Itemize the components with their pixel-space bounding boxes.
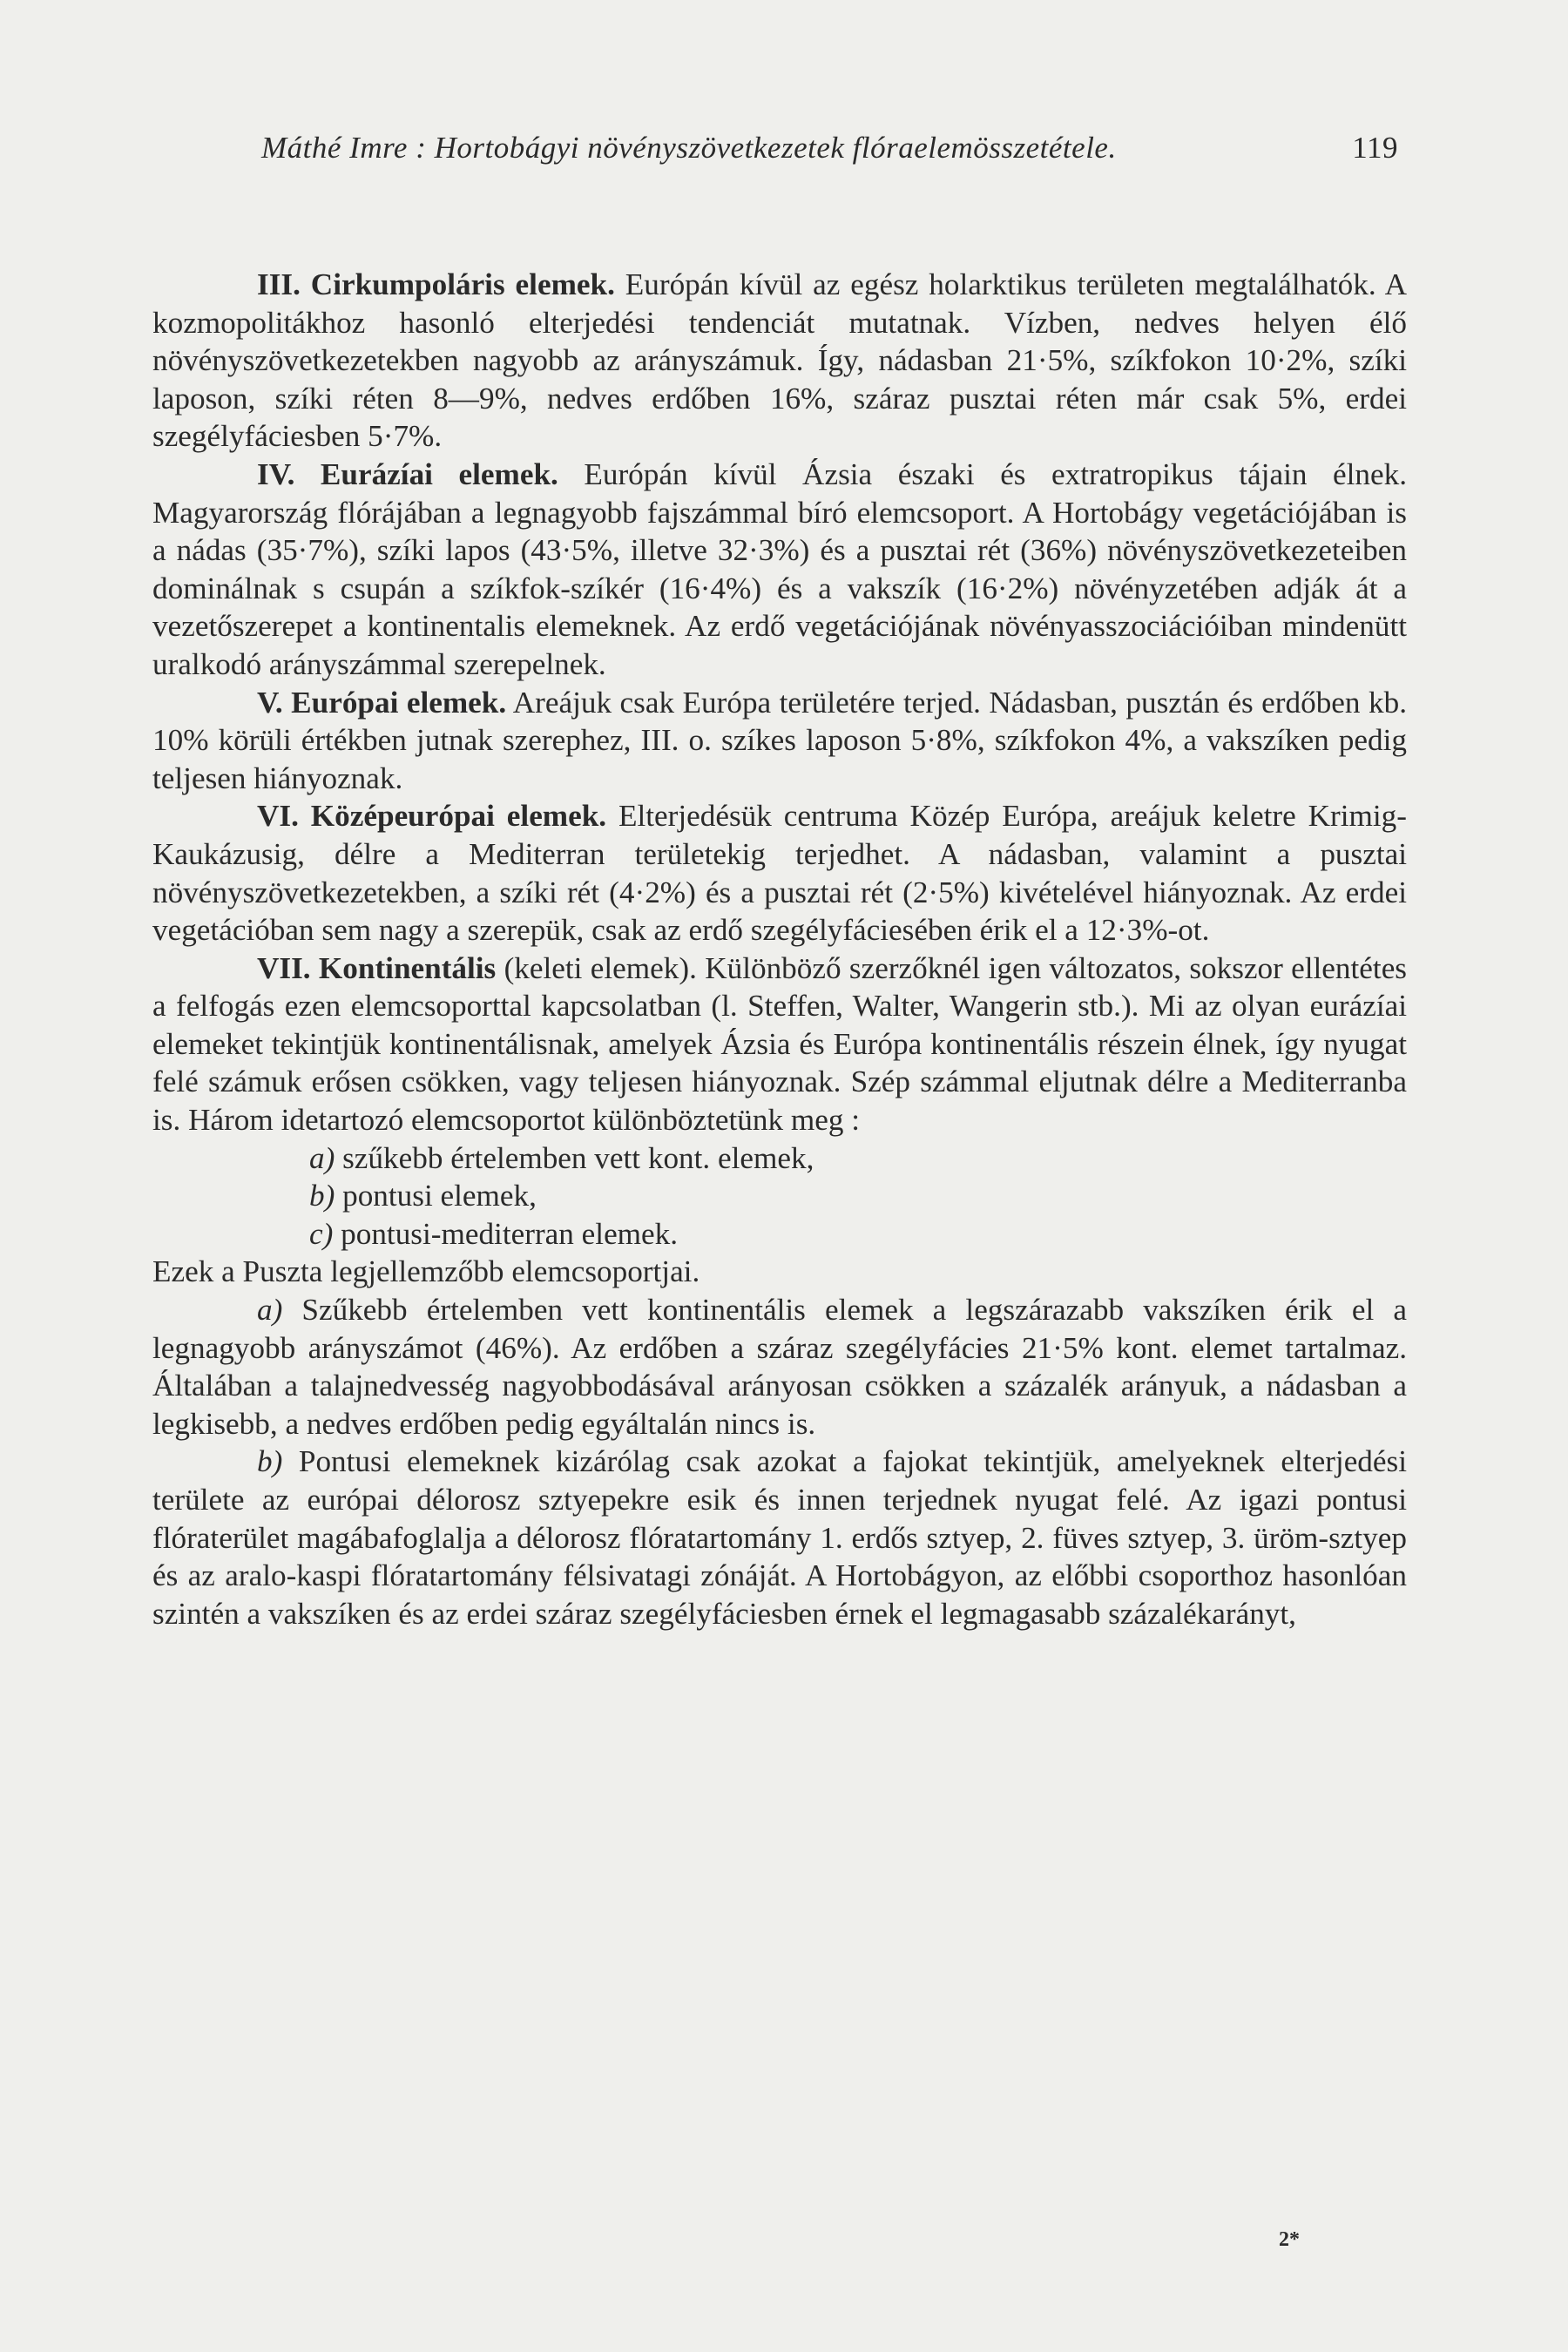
- paragraph-a-text: Szűkebb értelemben vett kontinentális elemek a legszárazabb vakszíken érik el a legnagyobb arányszámot (46%). Az erdőben a száraz szegélyfácies 21·5% kont. elemet tartalmaz. Általában a talajnedvesség nagyobbodásával arányosan csökken a százalék arányuk, a nádasban a legkisebb, a nedves erdőben pedig egyáltalán nincs is.: [152, 1293, 1407, 1441]
- list-marker: c): [309, 1216, 334, 1251]
- section-iii: [152, 266, 1407, 456]
- list-text: pontusi elemek,: [335, 1179, 537, 1213]
- section-iv: [152, 456, 1407, 684]
- paragraph-a-marker: a): [257, 1293, 283, 1328]
- section-v-label: V. Európai elemek.: [257, 685, 507, 720]
- paragraph-b: [152, 1443, 1407, 1632]
- section-vii-label: VII. Kontinentális: [257, 950, 497, 985]
- section-iii-label: III. Cirkumpoláris elemek.: [257, 267, 615, 301]
- section-v: [152, 684, 1407, 798]
- section-iv-text: Európán kívül Ázsia északi és extratropikus tájain élnek. Magyarország flórájában a legnagyobb fajszámmal bíró elemcsoport. A Hortobágy vegetációjában is a nádas (35·7%), szíki lapos (43·5%, illetve 32·3%) és a pusztai rét (36%) növényszövetkezeteiben dominálnak s csupán a szíkfok-szíkér (16·4%) és a vakszík (16·2%) növényzetében adják át a vezetőszerepet a kontinentalis elemeknek. Az erdő vegetációjának növényasszociációiban mindenütt uralkodó arányszámmal szerepelnek.: [152, 456, 1408, 681]
- section-vi-label: VI. Középeurópai elemek.: [257, 799, 607, 834]
- body-text: [152, 266, 1407, 1632]
- list-marker: b): [309, 1179, 335, 1213]
- signature-mark: 2*: [1279, 2228, 1300, 2251]
- section-iv-label: IV. Eurázíai elemek.: [257, 456, 558, 491]
- paragraph-b-text: Pontusi elemeknek kizárólag csak azokat a fajokat tekintjük, amelyeknek elterjedési területe az európai délorosz sztyepekre esik és innen terjednek nyugat felé. Az igazi pontusi flóraterület magábafoglalja a délorosz flóratartomány 1. erdős sztyep, 2. füves sztyep, 3. üröm-sztyep és az aralo-kaspi flóratartomány félsivatagi zónáját. A Hortobágyon, az előbbi csoporthoz hasonlóan szintén a vakszíken és az erdei száraz szegélyfáciesben érnek el legmagasabb százalékarányt,: [152, 1444, 1407, 1631]
- page-number: 119: [1352, 131, 1398, 165]
- list-text: pontusi-mediterran elemek.: [333, 1216, 679, 1251]
- paragraph-b-marker: b): [257, 1444, 283, 1479]
- list-item: [309, 1215, 1407, 1254]
- subgroup-list: [152, 1139, 1407, 1254]
- list-text: szűkebb értelemben vett kont. elemek,: [335, 1140, 814, 1175]
- list-marker: a): [309, 1140, 335, 1175]
- paragraph-a: [152, 1291, 1407, 1443]
- section-iii-text: Európán kívül az egész holarktikus területen megtalálhatók. A kozmopolitákhoz hasonló elterjedési tendenciát mutatnak. Vízben, nedves helyen élő növényszövetkezetekben nagyobb az arányszámuk. Így, nádasban 21·5%, szíkfokon 10·2%, szíki laposon, szíki réten 8—9%, nedves erdőben 16%, száraz pusztai réten már csak 5%, erdei szegélyfáciesben 5·7%.: [152, 267, 1408, 454]
- running-title: Máthé Imre : Hortobágyi növényszövetkezetek flóraelemösszetétele.: [261, 131, 1117, 165]
- running-header: [261, 131, 1398, 174]
- section-vii: [152, 950, 1407, 1139]
- section-vii-text: (keleti elemek). Különböző szerzőknél igen változatos, sokszor ellentétes a felfogás ezen elemcsoporttal kapcsolatban (l. Steffen, Walter, Wangerin stb.). Mi az olyan eurázíai elemeket tekintjük kontinentálisnak, amelyek Ázsia és Európa kontinentális részein élnek, így nyugat felé számuk erősen csökken, vagy teljesen hiányoznak. Szép számmal eljutnak délre a Mediterranba is. Három idetartozó elemcsoportot különböztetünk meg :: [152, 950, 1408, 1138]
- list-item: [309, 1139, 1407, 1178]
- list-item: [309, 1177, 1407, 1215]
- section-vi: [152, 797, 1407, 949]
- section-v-text: Areájuk csak Európa területére terjed. Nádasban, pusztán és erdőben kb. 10% körüli értékben jutnak szerephez, III. o. szíkes laposon 5·8%, szíkfokon 4%, a vakszíken pedig teljesen hiányoznak.: [152, 685, 1407, 795]
- section-vi-text: Elterjedésük centruma Közép Európa, areájuk keletre Krimig-Kaukázusig, délre a Mediterran területekig terjedhet. A nádasban, valamint a pusztai növényszövetkezetekben, a szíki rét (4·2%) és a pusztai rét (2·5%) kivételével hiányoznak. Az erdei vegetációban sem nagy a szerepük, csak az erdő szegélyfáciesében érik el a 12·3%-ot.: [152, 799, 1407, 948]
- summary-line: Ezek a Puszta legjellemzőbb elemcsoportjai.: [152, 1254, 700, 1289]
